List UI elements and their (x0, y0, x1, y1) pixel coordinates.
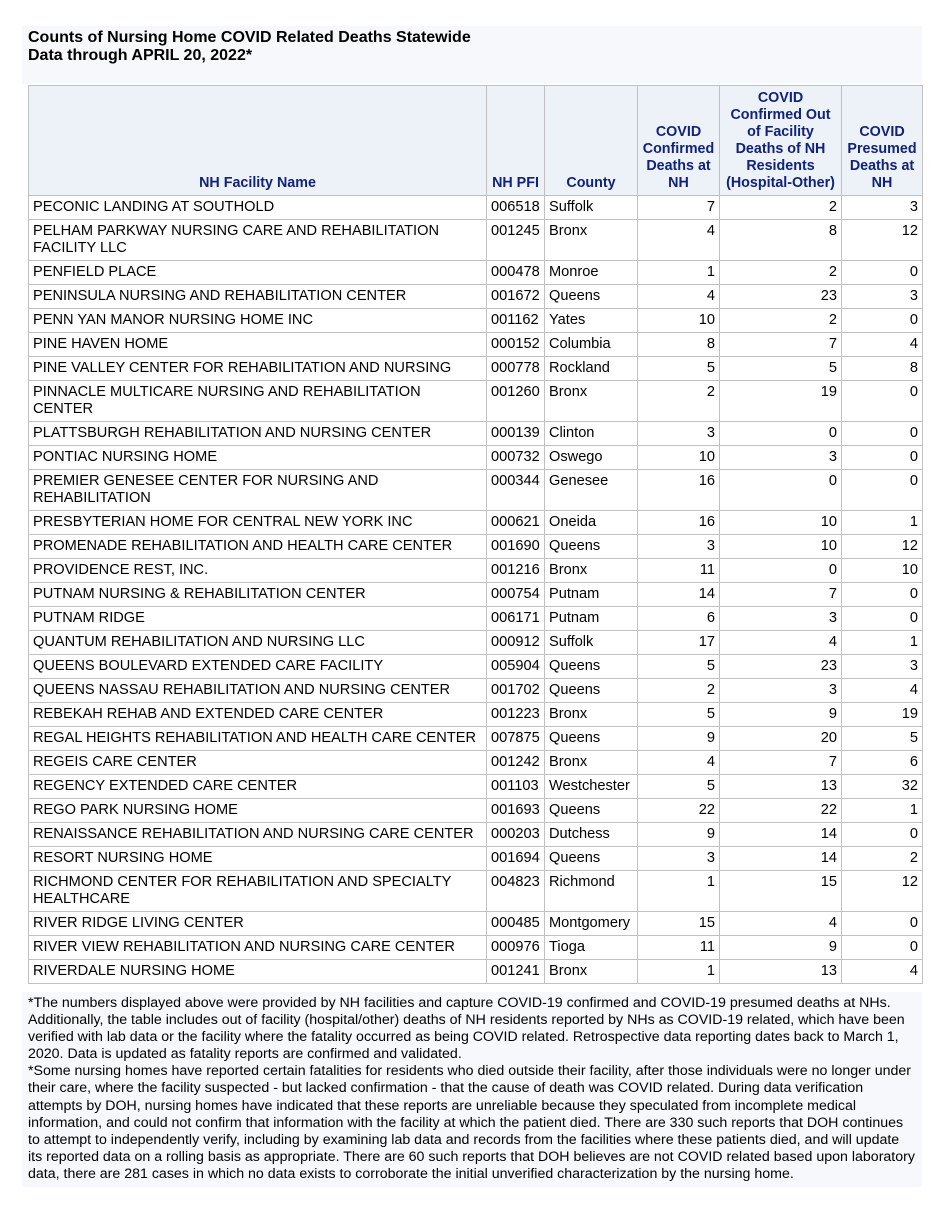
cell-county: Queens (545, 285, 638, 309)
table-row (29, 751, 923, 775)
cell-facility-name: RIVER RIDGE LIVING CENTER (29, 912, 487, 936)
cell-county: Oswego (545, 446, 638, 470)
cell-county: Westchester (545, 775, 638, 799)
cell-presumed-deaths: 0 (842, 607, 923, 631)
cell-pfi: 007875 (487, 727, 545, 751)
cell-county: Suffolk (545, 631, 638, 655)
cell-facility-name: QUANTUM REHABILITATION AND NURSING LLC (29, 631, 487, 655)
table-row (29, 607, 923, 631)
table-row (29, 333, 923, 357)
cell-facility-name: PELHAM PARKWAY NURSING CARE AND REHABILITATION FACILITY LLC (29, 220, 487, 261)
cell-facility-name: REBEKAH REHAB AND EXTENDED CARE CENTER (29, 703, 487, 727)
cell-county: Suffolk (545, 196, 638, 220)
cell-confirmed-deaths: 4 (638, 751, 720, 775)
table-row (29, 261, 923, 285)
cell-pfi: 001162 (487, 309, 545, 333)
cell-facility-name: REGAL HEIGHTS REHABILITATION AND HEALTH CARE CENTER (29, 727, 487, 751)
cell-pfi: 004823 (487, 871, 545, 912)
cell-confirmed-deaths: 11 (638, 559, 720, 583)
cell-pfi: 000754 (487, 583, 545, 607)
cell-confirmed-deaths: 15 (638, 912, 720, 936)
cell-pfi: 000621 (487, 511, 545, 535)
cell-presumed-deaths: 0 (842, 446, 923, 470)
cell-confirmed-deaths: 5 (638, 703, 720, 727)
table-row (29, 871, 923, 912)
deaths-table-container (28, 85, 922, 984)
footnote-2: *Some nursing homes have reported certain fatalities for residents who died outside their facility, after those individuals were no longer under their care, where the facility suspected - but lacked confirmation - that the cause of death was COVID related. During data verification attempts by DOH, nursing homes have indicated that these reports are unreliable because they speculated from incomplete medical information, and could not confirm that information with the facility at which the patient died. There are 330 such reports that DOH continues to attempt to independently verify, including by examining lab data and records from the facilities where these patients died, and will update its reported data on a rolling basis as appropriate. There are 60 such reports that DOH believes are not COVID related based upon laboratory data, there are 281 cases in which no data exists to corroborate the initial unverified characterization by the nursing home. (28, 1063, 915, 1182)
cell-confirmed-deaths: 11 (638, 936, 720, 960)
cell-pfi: 001260 (487, 381, 545, 422)
cell-facility-name: REGO PARK NURSING HOME (29, 799, 487, 823)
report-title-line-1: Counts of Nursing Home COVID Related Deaths Statewide (28, 29, 471, 46)
cell-confirmed-deaths: 5 (638, 775, 720, 799)
cell-presumed-deaths: 12 (842, 220, 923, 261)
cell-confirmed-deaths: 6 (638, 607, 720, 631)
cell-presumed-deaths: 0 (842, 422, 923, 446)
cell-county: Putnam (545, 607, 638, 631)
cell-pfi: 000778 (487, 357, 545, 381)
cell-out-of-facility-deaths: 14 (720, 823, 842, 847)
cell-county: Bronx (545, 751, 638, 775)
cell-facility-name: PINE VALLEY CENTER FOR REHABILITATION AND NURSING (29, 357, 487, 381)
cell-county: Montgomery (545, 912, 638, 936)
cell-pfi: 000152 (487, 333, 545, 357)
cell-county: Queens (545, 847, 638, 871)
cell-presumed-deaths: 0 (842, 823, 923, 847)
cell-out-of-facility-deaths: 3 (720, 679, 842, 703)
cell-pfi: 000912 (487, 631, 545, 655)
deaths-table (28, 85, 923, 984)
cell-pfi: 001693 (487, 799, 545, 823)
cell-presumed-deaths: 2 (842, 847, 923, 871)
cell-presumed-deaths: 4 (842, 333, 923, 357)
cell-county: Columbia (545, 333, 638, 357)
cell-facility-name: PROMENADE REHABILITATION AND HEALTH CARE CENTER (29, 535, 487, 559)
cell-presumed-deaths: 3 (842, 285, 923, 309)
cell-confirmed-deaths: 16 (638, 470, 720, 511)
table-row (29, 535, 923, 559)
cell-facility-name: RICHMOND CENTER FOR REHABILITATION AND SPECIALTY HEALTHCARE (29, 871, 487, 912)
cell-pfi: 001216 (487, 559, 545, 583)
cell-confirmed-deaths: 8 (638, 333, 720, 357)
cell-presumed-deaths: 32 (842, 775, 923, 799)
cell-presumed-deaths: 3 (842, 196, 923, 220)
cell-presumed-deaths: 1 (842, 799, 923, 823)
table-row (29, 511, 923, 535)
cell-pfi: 001690 (487, 535, 545, 559)
cell-pfi: 000478 (487, 261, 545, 285)
cell-confirmed-deaths: 22 (638, 799, 720, 823)
table-row (29, 799, 923, 823)
cell-facility-name: PINE HAVEN HOME (29, 333, 487, 357)
cell-county: Dutchess (545, 823, 638, 847)
cell-facility-name: PRESBYTERIAN HOME FOR CENTRAL NEW YORK INC (29, 511, 487, 535)
table-row (29, 823, 923, 847)
cell-pfi: 001241 (487, 960, 545, 984)
table-row (29, 422, 923, 446)
cell-presumed-deaths: 0 (842, 261, 923, 285)
cell-confirmed-deaths: 5 (638, 655, 720, 679)
cell-facility-name: RIVERDALE NURSING HOME (29, 960, 487, 984)
cell-confirmed-deaths: 2 (638, 679, 720, 703)
cell-confirmed-deaths: 3 (638, 535, 720, 559)
table-row (29, 559, 923, 583)
cell-presumed-deaths: 8 (842, 357, 923, 381)
cell-out-of-facility-deaths: 2 (720, 309, 842, 333)
cell-out-of-facility-deaths: 0 (720, 470, 842, 511)
cell-facility-name: PECONIC LANDING AT SOUTHOLD (29, 196, 487, 220)
cell-county: Queens (545, 655, 638, 679)
cell-out-of-facility-deaths: 5 (720, 357, 842, 381)
cell-county: Queens (545, 799, 638, 823)
table-row (29, 936, 923, 960)
cell-presumed-deaths: 1 (842, 511, 923, 535)
cell-county: Monroe (545, 261, 638, 285)
report-title (22, 26, 922, 84)
cell-out-of-facility-deaths: 7 (720, 751, 842, 775)
table-row (29, 357, 923, 381)
cell-pfi: 000976 (487, 936, 545, 960)
cell-presumed-deaths: 3 (842, 655, 923, 679)
cell-out-of-facility-deaths: 3 (720, 446, 842, 470)
cell-pfi: 000203 (487, 823, 545, 847)
cell-pfi: 001702 (487, 679, 545, 703)
cell-out-of-facility-deaths: 15 (720, 871, 842, 912)
cell-presumed-deaths: 19 (842, 703, 923, 727)
report-title-line-2: Data through APRIL 20, 2022* (28, 47, 253, 64)
table-row (29, 381, 923, 422)
cell-pfi: 000139 (487, 422, 545, 446)
cell-county: Oneida (545, 511, 638, 535)
column-header-out-of-facility: COVID Confirmed Out of Facility Deaths of NH Residents (Hospital-Other) (720, 86, 842, 196)
cell-presumed-deaths: 0 (842, 912, 923, 936)
column-header-pfi: NH PFI (487, 86, 545, 196)
cell-confirmed-deaths: 17 (638, 631, 720, 655)
cell-presumed-deaths: 0 (842, 936, 923, 960)
cell-county: Bronx (545, 703, 638, 727)
cell-facility-name: REGEIS CARE CENTER (29, 751, 487, 775)
cell-out-of-facility-deaths: 13 (720, 960, 842, 984)
cell-pfi: 000485 (487, 912, 545, 936)
cell-out-of-facility-deaths: 4 (720, 912, 842, 936)
cell-confirmed-deaths: 4 (638, 220, 720, 261)
cell-out-of-facility-deaths: 3 (720, 607, 842, 631)
cell-presumed-deaths: 6 (842, 751, 923, 775)
cell-facility-name: RESORT NURSING HOME (29, 847, 487, 871)
cell-pfi: 001672 (487, 285, 545, 309)
table-row (29, 775, 923, 799)
table-row (29, 196, 923, 220)
cell-facility-name: PUTNAM RIDGE (29, 607, 487, 631)
cell-confirmed-deaths: 1 (638, 261, 720, 285)
cell-county: Richmond (545, 871, 638, 912)
cell-facility-name: PUTNAM NURSING & REHABILITATION CENTER (29, 583, 487, 607)
table-header-row (29, 86, 923, 196)
cell-confirmed-deaths: 4 (638, 285, 720, 309)
cell-confirmed-deaths: 10 (638, 309, 720, 333)
table-row (29, 655, 923, 679)
cell-out-of-facility-deaths: 0 (720, 559, 842, 583)
table-row (29, 847, 923, 871)
cell-facility-name: PONTIAC NURSING HOME (29, 446, 487, 470)
table-row (29, 220, 923, 261)
cell-out-of-facility-deaths: 23 (720, 285, 842, 309)
cell-presumed-deaths: 1 (842, 631, 923, 655)
cell-county: Bronx (545, 960, 638, 984)
cell-facility-name: RENAISSANCE REHABILITATION AND NURSING CARE CENTER (29, 823, 487, 847)
cell-facility-name: REGENCY EXTENDED CARE CENTER (29, 775, 487, 799)
cell-facility-name: PLATTSBURGH REHABILITATION AND NURSING CENTER (29, 422, 487, 446)
cell-county: Bronx (545, 381, 638, 422)
cell-presumed-deaths: 4 (842, 960, 923, 984)
cell-county: Clinton (545, 422, 638, 446)
cell-confirmed-deaths: 16 (638, 511, 720, 535)
cell-confirmed-deaths: 7 (638, 196, 720, 220)
column-header-confirmed: COVID Confirmed Deaths at NH (638, 86, 720, 196)
cell-pfi: 005904 (487, 655, 545, 679)
table-row (29, 309, 923, 333)
cell-county: Bronx (545, 220, 638, 261)
cell-out-of-facility-deaths: 14 (720, 847, 842, 871)
cell-presumed-deaths: 5 (842, 727, 923, 751)
cell-confirmed-deaths: 2 (638, 381, 720, 422)
cell-confirmed-deaths: 5 (638, 357, 720, 381)
table-row (29, 912, 923, 936)
cell-facility-name: PENN YAN MANOR NURSING HOME INC (29, 309, 487, 333)
cell-pfi: 001223 (487, 703, 545, 727)
cell-pfi: 001245 (487, 220, 545, 261)
cell-pfi: 001694 (487, 847, 545, 871)
table-row (29, 703, 923, 727)
cell-out-of-facility-deaths: 10 (720, 535, 842, 559)
cell-county: Queens (545, 679, 638, 703)
cell-confirmed-deaths: 10 (638, 446, 720, 470)
cell-out-of-facility-deaths: 0 (720, 422, 842, 446)
cell-facility-name: PENINSULA NURSING AND REHABILITATION CENTER (29, 285, 487, 309)
table-row (29, 727, 923, 751)
table-row (29, 679, 923, 703)
cell-out-of-facility-deaths: 10 (720, 511, 842, 535)
cell-facility-name: QUEENS BOULEVARD EXTENDED CARE FACILITY (29, 655, 487, 679)
cell-facility-name: PINNACLE MULTICARE NURSING AND REHABILITATION CENTER (29, 381, 487, 422)
cell-out-of-facility-deaths: 20 (720, 727, 842, 751)
cell-facility-name: PROVIDENCE REST, INC. (29, 559, 487, 583)
cell-out-of-facility-deaths: 13 (720, 775, 842, 799)
cell-county: Genesee (545, 470, 638, 511)
cell-pfi: 006171 (487, 607, 545, 631)
table-row (29, 583, 923, 607)
cell-out-of-facility-deaths: 7 (720, 333, 842, 357)
cell-out-of-facility-deaths: 22 (720, 799, 842, 823)
cell-presumed-deaths: 0 (842, 470, 923, 511)
cell-presumed-deaths: 12 (842, 871, 923, 912)
cell-facility-name: PREMIER GENESEE CENTER FOR NURSING AND REHABILITATION (29, 470, 487, 511)
cell-confirmed-deaths: 14 (638, 583, 720, 607)
cell-presumed-deaths: 0 (842, 309, 923, 333)
table-row (29, 446, 923, 470)
cell-out-of-facility-deaths: 23 (720, 655, 842, 679)
footnotes (22, 992, 922, 1187)
cell-pfi: 001242 (487, 751, 545, 775)
cell-out-of-facility-deaths: 4 (720, 631, 842, 655)
cell-confirmed-deaths: 9 (638, 727, 720, 751)
cell-pfi: 001103 (487, 775, 545, 799)
cell-out-of-facility-deaths: 8 (720, 220, 842, 261)
cell-confirmed-deaths: 1 (638, 960, 720, 984)
footnote-1: *The numbers displayed above were provided by NH facilities and capture COVID-19 confirmed and COVID-19 presumed deaths at NHs. Additionally, the table includes out of facility (hospital/other) deaths of NH residents reported by NHs as COVID-19 related, which have been verified with lab data or the facility where the fatality occurred as being COVID related. Retrospective data reporting dates back to March 1, 2020. Data is updated as fatality reports are confirmed and validated. (28, 995, 905, 1063)
cell-facility-name: PENFIELD PLACE (29, 261, 487, 285)
cell-county: Putnam (545, 583, 638, 607)
cell-presumed-deaths: 12 (842, 535, 923, 559)
table-body (29, 196, 923, 984)
cell-confirmed-deaths: 3 (638, 422, 720, 446)
cell-confirmed-deaths: 1 (638, 871, 720, 912)
cell-county: Bronx (545, 559, 638, 583)
table-row (29, 285, 923, 309)
cell-facility-name: QUEENS NASSAU REHABILITATION AND NURSING CENTER (29, 679, 487, 703)
cell-county: Queens (545, 727, 638, 751)
cell-county: Rockland (545, 357, 638, 381)
cell-presumed-deaths: 0 (842, 381, 923, 422)
column-header-facility: NH Facility Name (29, 86, 487, 196)
cell-county: Tioga (545, 936, 638, 960)
cell-confirmed-deaths: 9 (638, 823, 720, 847)
cell-pfi: 000344 (487, 470, 545, 511)
cell-confirmed-deaths: 3 (638, 847, 720, 871)
cell-pfi: 000732 (487, 446, 545, 470)
cell-out-of-facility-deaths: 19 (720, 381, 842, 422)
cell-county: Yates (545, 309, 638, 333)
cell-presumed-deaths: 4 (842, 679, 923, 703)
cell-out-of-facility-deaths: 2 (720, 196, 842, 220)
table-row (29, 631, 923, 655)
table-row (29, 470, 923, 511)
table-row (29, 960, 923, 984)
cell-out-of-facility-deaths: 7 (720, 583, 842, 607)
cell-county: Queens (545, 535, 638, 559)
column-header-county: County (545, 86, 638, 196)
cell-facility-name: RIVER VIEW REHABILITATION AND NURSING CARE CENTER (29, 936, 487, 960)
cell-out-of-facility-deaths: 2 (720, 261, 842, 285)
cell-out-of-facility-deaths: 9 (720, 936, 842, 960)
cell-presumed-deaths: 0 (842, 583, 923, 607)
cell-pfi: 006518 (487, 196, 545, 220)
column-header-presumed: COVID Presumed Deaths at NH (842, 86, 923, 196)
cell-out-of-facility-deaths: 9 (720, 703, 842, 727)
cell-presumed-deaths: 10 (842, 559, 923, 583)
